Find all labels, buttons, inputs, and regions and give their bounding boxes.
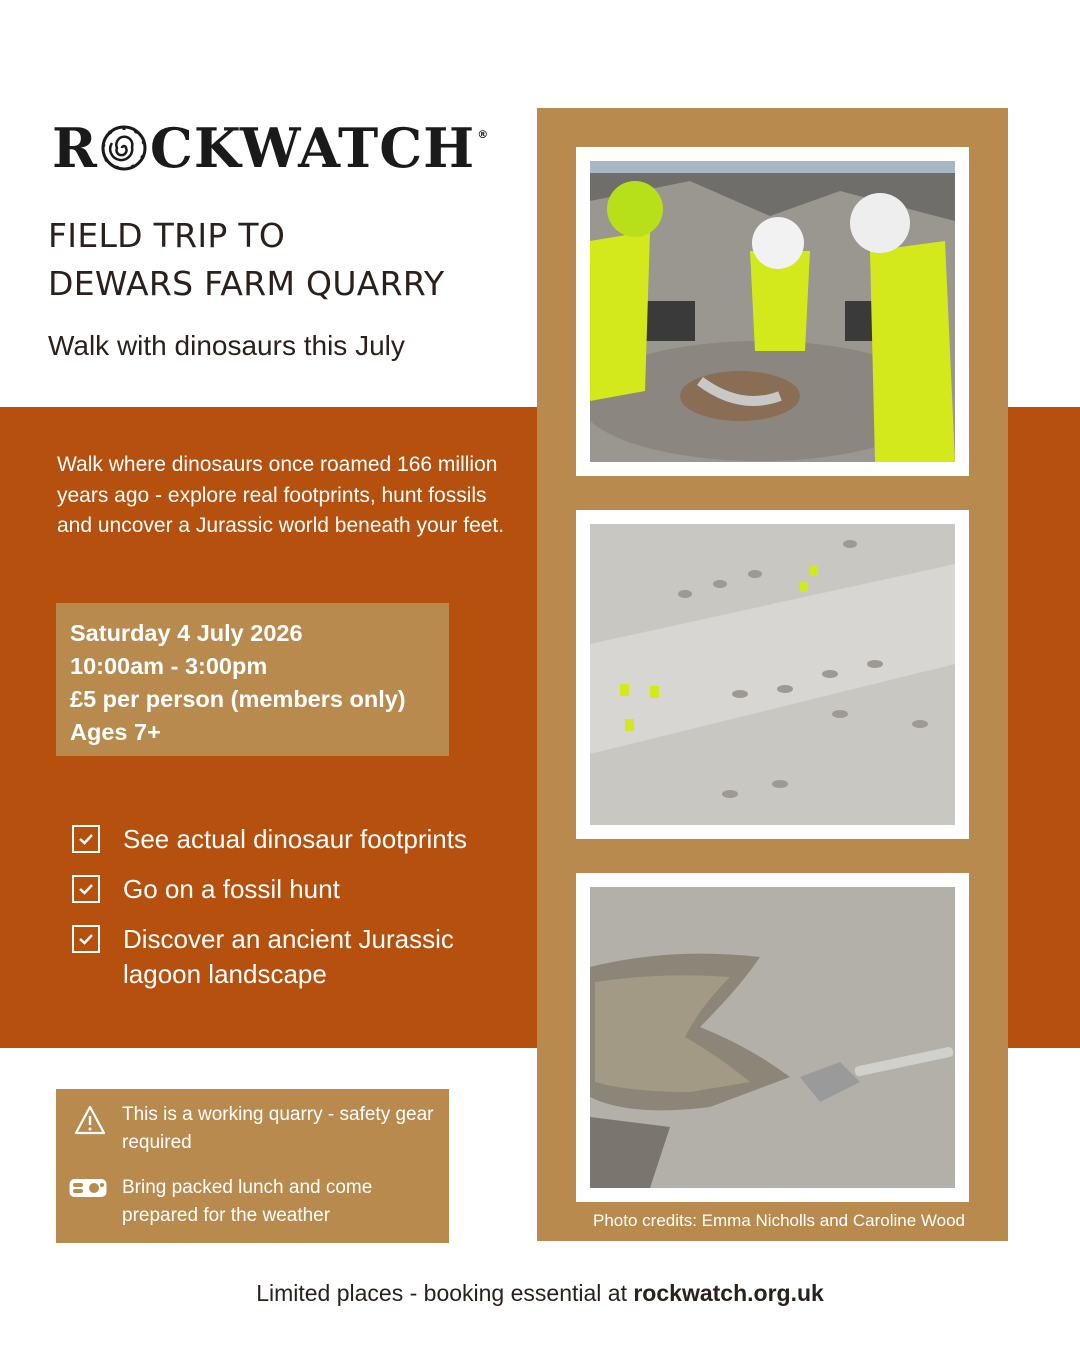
list-item: [72, 872, 522, 907]
intro-paragraph: Walk where dinosaurs once roamed 166 million years ago - explore real footprints, hunt fossils and uncover a Jurassic world beneath your feet.: [57, 453, 505, 537]
event-price: £5 per person (members only): [70, 686, 406, 712]
list-item: [72, 822, 522, 857]
feature-list: [72, 822, 522, 992]
booking-footer: [0, 1280, 1080, 1307]
photo-credits: Photo credits: Emma Nicholls and Caroline Wood: [593, 1211, 965, 1230]
registered-mark: ®: [477, 128, 490, 141]
photo-trackway: [590, 524, 955, 825]
event-date: Saturday 4 July 2026: [70, 620, 303, 646]
feature-label: Discover an ancient Jurassic lagoon landscape: [123, 924, 454, 989]
photo-frame-1: [576, 147, 969, 476]
feature-label: Go on a fossil hunt: [123, 874, 340, 904]
subtitle: Walk with dinosaurs this July: [48, 330, 405, 361]
note-safety: This is a working quarry - safety gear required: [122, 1104, 434, 1153]
ammonite-icon: [100, 124, 148, 172]
checkbox-icon: [72, 825, 100, 853]
feature-label: See actual dinosaur footprints: [123, 824, 467, 854]
note-lunch: Bring packed lunch and come prepared for the weather: [122, 1177, 373, 1226]
photo-frame-3: [576, 873, 969, 1202]
notes-box: [56, 1089, 449, 1243]
checkbox-icon: [72, 875, 100, 903]
logo-letter-r: R: [52, 116, 98, 180]
warning-icon: [74, 1105, 106, 1140]
checkbox-icon: [72, 925, 100, 953]
lunchbox-icon: [68, 1176, 108, 1205]
event-ages: Ages 7+: [70, 719, 161, 745]
title-line-2: DEWARS FARM QUARRY: [48, 264, 445, 303]
photo-frame-2: [576, 510, 969, 839]
page-title: [48, 212, 518, 308]
website-link[interactable]: rockwatch.org.uk: [633, 1280, 824, 1306]
photo-excavation: [590, 161, 955, 462]
footer-text: Limited places - booking essential at: [256, 1280, 634, 1306]
photo-footprint-pool: [590, 887, 955, 1188]
event-time: 10:00am - 3:00pm: [70, 653, 268, 679]
title-line-1: FIELD TRIP TO: [48, 216, 286, 255]
rockwatch-logo: [52, 118, 489, 178]
event-details-box: [56, 603, 449, 756]
list-item: [72, 922, 522, 992]
logo-text-rest: CKWATCH: [149, 116, 476, 180]
